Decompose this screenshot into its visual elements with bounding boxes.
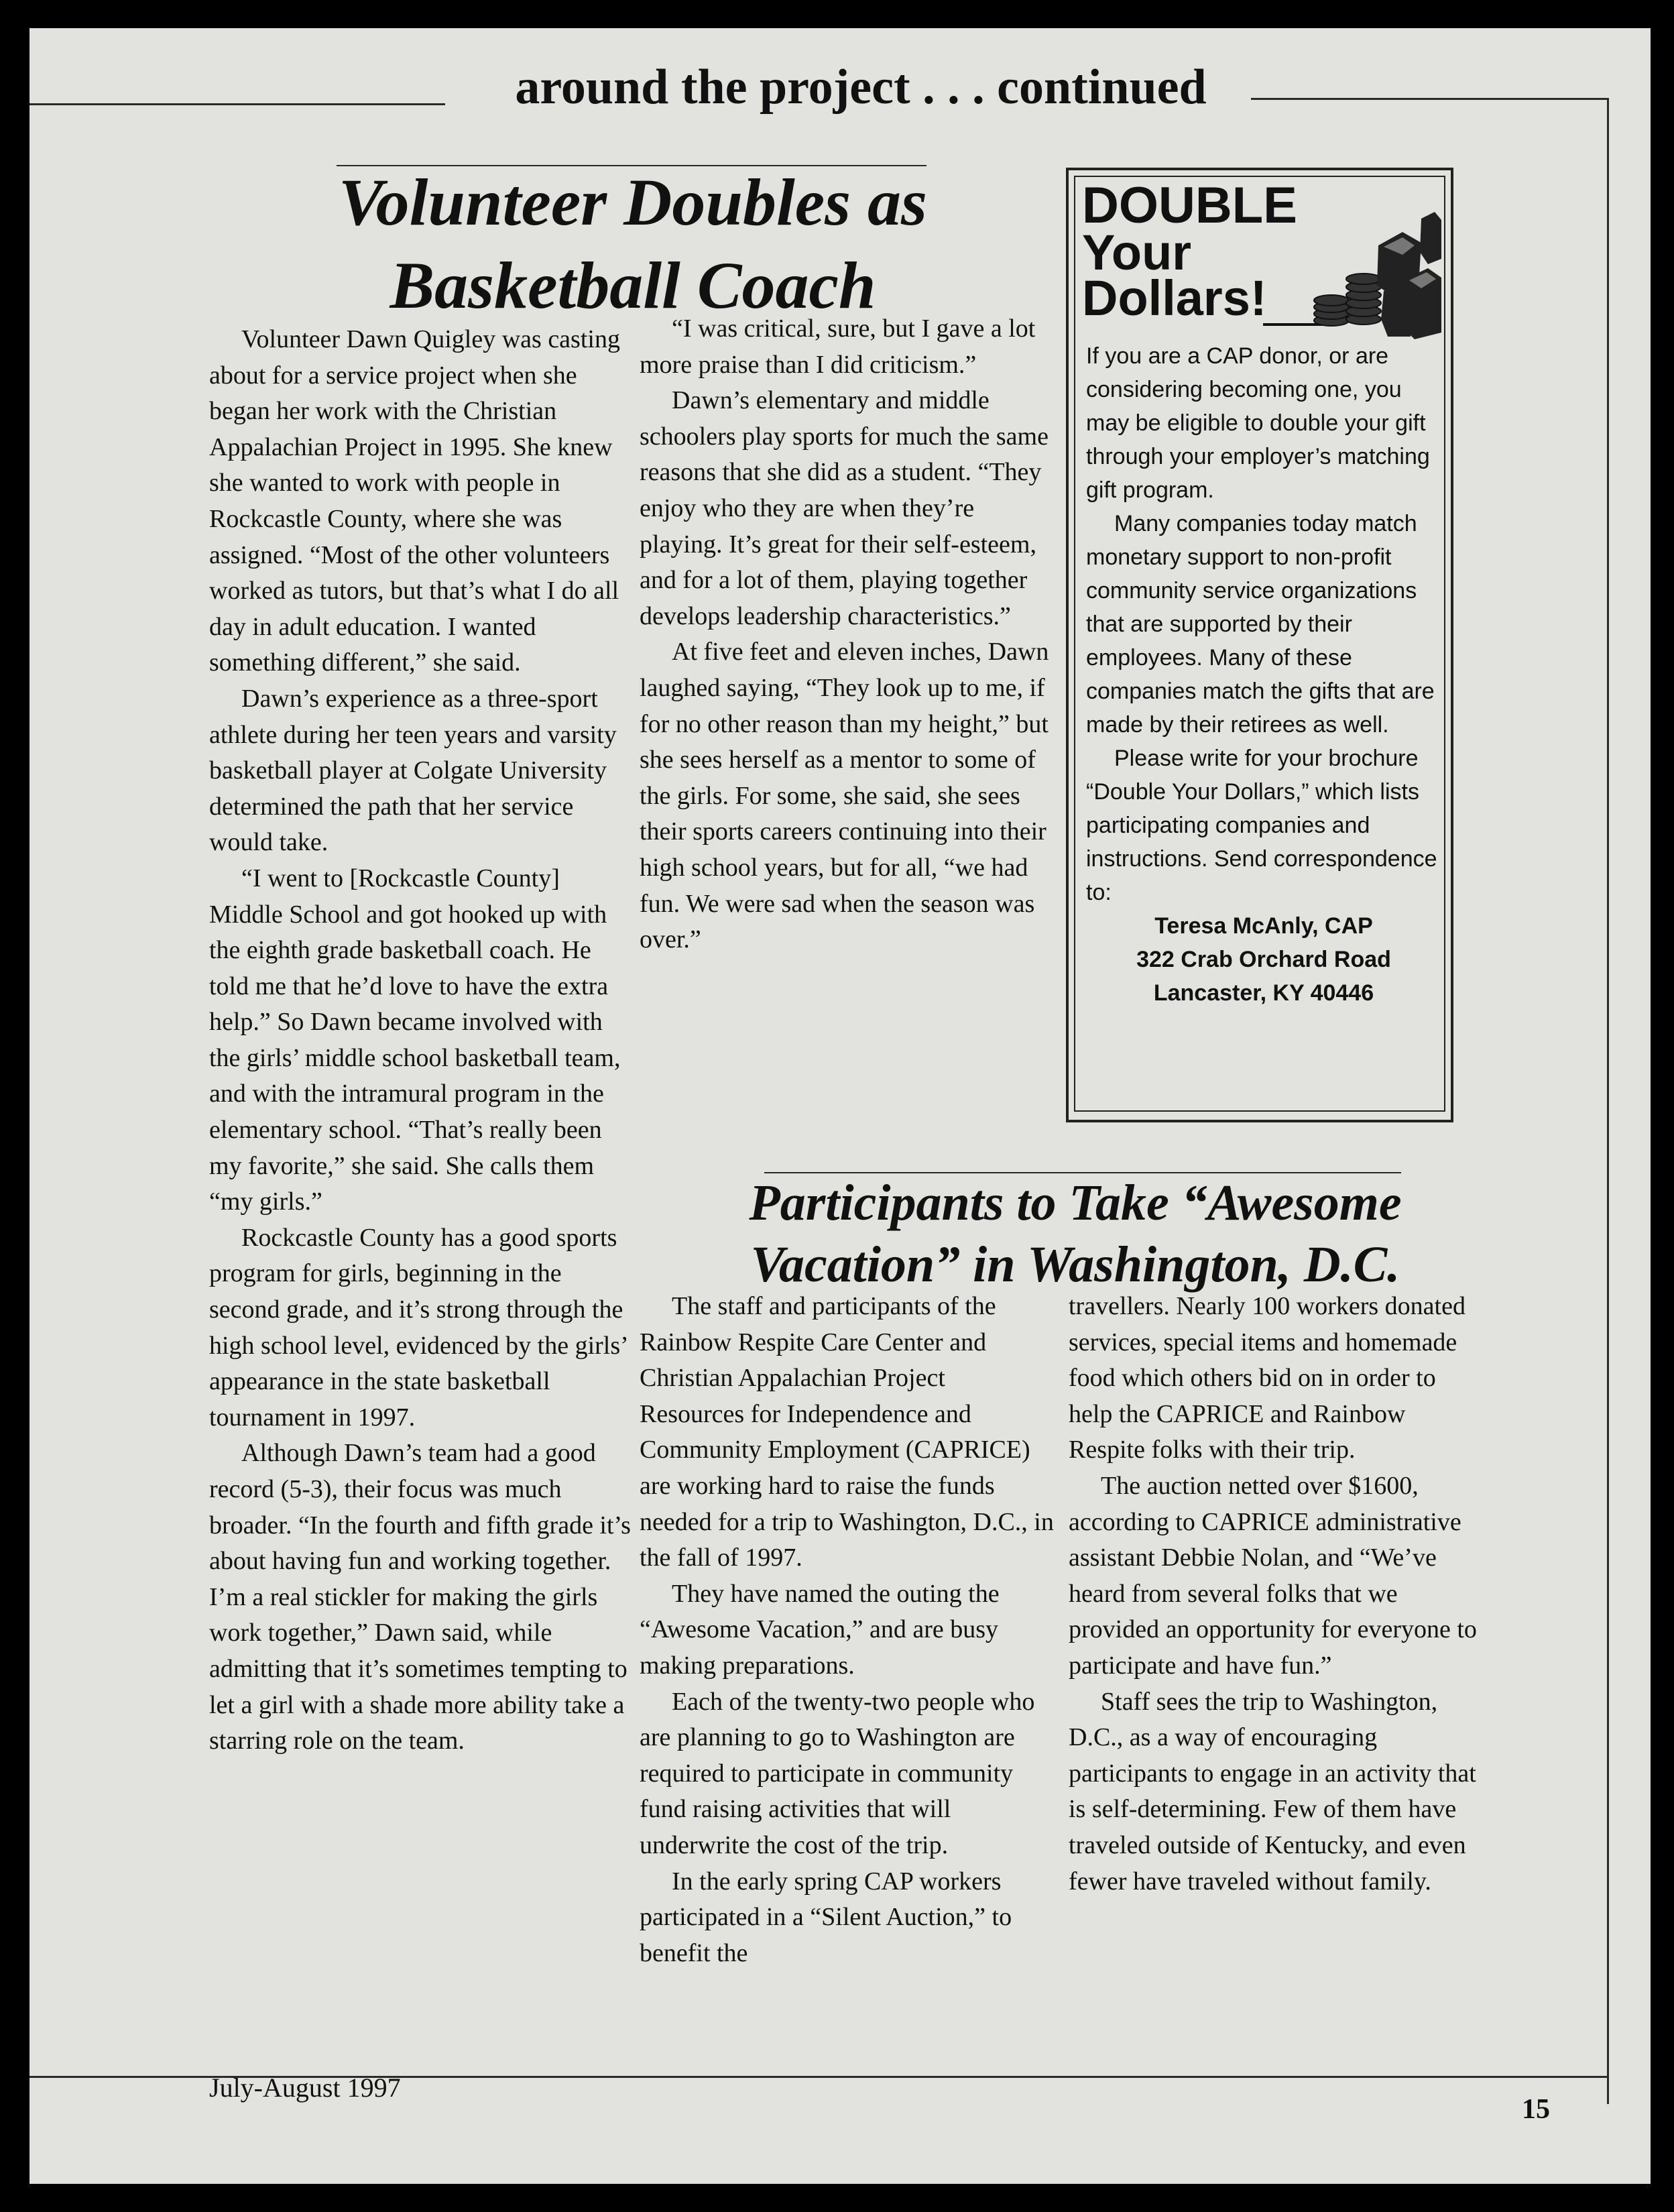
header-rule-right <box>1251 98 1609 100</box>
magazine-page <box>29 28 1651 2184</box>
article2-title-line1: Participants to Take “Awesome <box>749 1175 1402 1231</box>
article2-title-line2: Vacation” in Washington, D.C. <box>750 1236 1400 1293</box>
article2-column1 <box>640 1289 1055 1971</box>
section-header: around the project . . . continued <box>515 60 1207 115</box>
ad-address-city: Lancaster, KY 40446 <box>1153 980 1374 1006</box>
article1-col2-paragraph: “I was critical, sure, but I gave a lot more praise than I did criticism.” <box>640 314 1036 379</box>
article2-col2-paragraph: travellers. Nearly 100 workers donated services, special items and homemade food which others bid on in order to help the CAPRICE and Rainbow Respite folks with their trip. <box>1069 1292 1466 1464</box>
ad-headline-line3: Dollars! <box>1082 270 1267 327</box>
article1-col2-paragraph: At five feet and eleven inches, Dawn laughed saying, “They look up to me, if for no other reason than my height,” but she sees herself as a mentor to some of the girls. For some, she said, she sees their sports careers continuing into their high school years, but for all, “we had fun. We were sad when the season was over.” <box>640 638 1049 954</box>
article2-title <box>673 1172 1478 1295</box>
ad-headline-line2: Your <box>1082 224 1192 280</box>
ad-paragraph: Many companies today match monetary support to non-profit community service organizations that are supported by their employees. Many of these companies match the gifts that are made by their retirees as well. <box>1086 511 1435 738</box>
article1-title <box>251 161 1015 327</box>
article1-col1-paragraph: Rockcastle County has a good sports program for girls, beginning in the second grade, and it’s strong through the high school level, evidenced by the girls’ appearance in the state basketball tournament in 1997. <box>209 1223 627 1432</box>
footer-date: July-August 1997 <box>209 2073 401 2103</box>
ad-paragraph: If you are a CAP donor, or are considering becoming one, you may be eligible to double your gift through your employer’s matching gift program. <box>1086 343 1430 503</box>
article2-col2-paragraph: The auction netted over $1600, according to CAPRICE administrative assistant Debbie Nolan, and “We’ve heard from several folks that we provided an opportunity for everyone to participate and have fun.” <box>1069 1471 1477 1680</box>
coin-stacks-icon <box>1263 205 1441 339</box>
article1-col1-paragraph: Dawn’s experience as a three-sport athlete during her teen years and varsity basketball player at Colgate University determined the path that her service would take. <box>209 684 617 857</box>
ad-address-street: 322 Crab Orchard Road <box>1136 947 1391 972</box>
article2-col1-paragraph: They have named the outing the “Awesome Vacation,” and are busy making preparations. <box>640 1579 1000 1680</box>
article1-col1-paragraph: “I went to [Rockcastle County] Middle School and got hooked up with the eighth grade basketball coach. He told me that he’d love to have the extra help.” So Dawn became involved with the girls’ middle school basketball team, and with the intramural program in the elementary school. “That’s really been my favorite,” she said. She calls them “my girls.” <box>209 864 621 1216</box>
ad-address-name: Teresa McAnly, CAP <box>1154 913 1373 939</box>
article2-col1-paragraph: In the early spring CAP workers participated in a “Silent Auction,” to benefit the <box>640 1867 1012 1967</box>
article2-col2-paragraph: Staff sees the trip to Washington, D.C., as a way of encouraging participants to engage in an activity that is self-determining. Few of them have traveled outside of Kentucky, and even fewer have traveled without family. <box>1069 1687 1476 1896</box>
ad-headline-line1: DOUBLE <box>1082 177 1297 234</box>
article2-col1-paragraph: Each of the twenty-two people who are planning to go to Washington are required to participate in community fund raising activities that will underwrite the cost of the trip. <box>640 1687 1035 1859</box>
article1-title-line2: Basketball Coach <box>390 248 876 323</box>
ad-paragraph: Please write for your brochure “Double Your Dollars,” which lists participating companies and instructions. Send correspondence to: <box>1086 746 1437 905</box>
page-number: 15 <box>1522 2094 1550 2125</box>
article2-column2 <box>1069 1289 1484 1900</box>
article1-col2-paragraph: Dawn’s elementary and middle schoolers play sports for much the same reasons that she did as a student. “They enjoy who they are when they’re playing. It’s great for their self-esteem, and for a lot of them, playing together develops leadership characteristics.” <box>640 386 1049 630</box>
article1-col1-paragraph: Volunteer Dawn Quigley was casting about for a service project when she began her work with the Christian Appalachian Project in 1995. She knew she wanted to work with people in Rockcastle County, where she was assigned. “Most of the other volunteers worked as tutors, but that’s what I do all day in adult education. I wanted something different,” she said. <box>209 325 620 677</box>
article2-col1-paragraph: The staff and participants of the Rainbow Respite Care Center and Christian Appalachian Project Resources for Independence and Community Employment (CAPRICE) are working hard to raise the funds needed for a trip to Washington, D.C., in the fall of 1997. <box>640 1292 1054 1572</box>
ad-body <box>1086 339 1441 1010</box>
article1-column2 <box>640 311 1055 958</box>
header-rule-left <box>29 103 445 105</box>
article1-col1-paragraph: Although Dawn’s team had a good record (5-3), their focus was much broader. “In the fourth and fifth grade it’s about having fun and working together. I’m a real stickler for making the girls work together,” Dawn said, while admitting that it’s sometimes tempting to let a girl with a shade more ability take a starring role on the team. <box>209 1439 631 1755</box>
right-border-rule <box>1607 98 1609 2104</box>
article1-title-line1: Volunteer Doubles as <box>339 165 927 239</box>
article1-column1 <box>209 322 632 1759</box>
